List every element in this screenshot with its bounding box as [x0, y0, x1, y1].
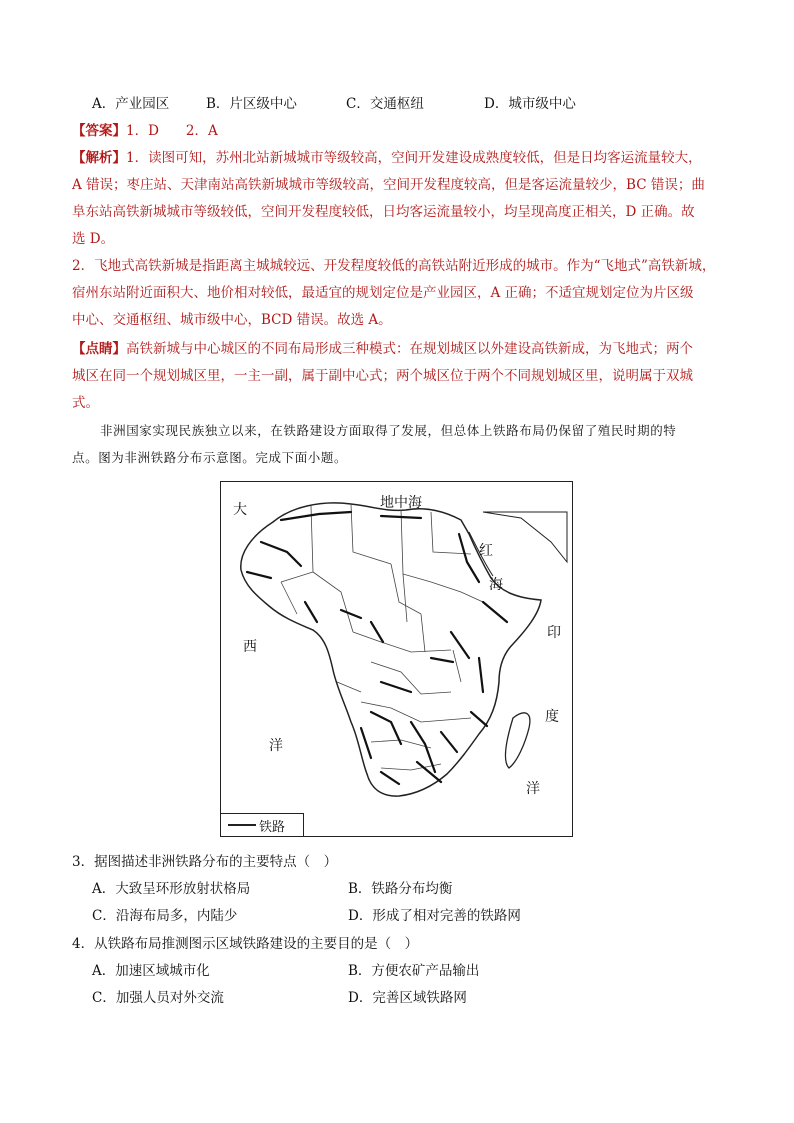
- q4-option-c: C．加强人员对外交流: [92, 990, 224, 1006]
- q2-option-a: A．产业园区: [92, 96, 170, 112]
- q4-option-a: A．加速区域城市化: [92, 963, 210, 979]
- analysis-line-3: 阜东站高铁新城城市等级较低，空间开发程度较低，日均客运流量较小，均呈现高度正相关，D 正确。故: [72, 204, 695, 220]
- tip-line-3: 式。: [72, 395, 99, 411]
- map-legend: [221, 813, 304, 836]
- madagascar: [506, 713, 530, 768]
- intro-line-1: 非洲国家实现民族独立以来，在铁路建设方面取得了发展，但总体上铁路布局仍保留了殖民时期的特: [100, 423, 677, 438]
- analysis-line-1: 【解析】1．读图可知，苏州北站新城城市等级较高，空间开发建设成熟度较低，但是日均客运流量较大，: [72, 150, 702, 166]
- q4-option-d: D．完善区域铁路网: [348, 990, 467, 1006]
- tip-line-2: 城区在同一个规划城区里，一主一副，属于副中心式；两个城区位于两个不同规划城区里，说明属于双城: [72, 368, 693, 384]
- q3-stem: 3．据图描述非洲铁路分布的主要特点（ ）: [72, 854, 338, 870]
- legend-label: 铁路: [259, 820, 286, 835]
- label-yang-east: 洋: [526, 781, 540, 797]
- q3-option-b: B．铁路分布均衡: [348, 881, 453, 897]
- label-xi: 西: [243, 639, 257, 655]
- answer-text: 1．D 2．A: [126, 123, 218, 139]
- answer-tag: 【答案】: [72, 123, 126, 139]
- q2-option-d: D．城市级中心: [484, 96, 576, 112]
- label-mediterranean: 地中海: [380, 495, 422, 511]
- analysis-line-2: A 错误；枣庄站、天津南站高铁新城城市等级较高，空间开发程度较高，但是客运流量较少，BC 错误；曲: [72, 177, 705, 193]
- analysis-line-7: 中心、交通枢纽、城市级中心，BCD 错误。故选 A。: [72, 312, 392, 328]
- label-yin: 印: [547, 625, 561, 641]
- analysis-line-4: 选 D。: [72, 231, 115, 247]
- label-du: 度: [545, 709, 559, 725]
- label-yang-west: 洋: [269, 738, 283, 754]
- q3-option-a: A．大致呈环形放射状格局: [92, 881, 251, 897]
- africa-continent: [241, 503, 541, 796]
- analysis-tag: 【解析】: [72, 150, 126, 166]
- label-da: 大: [233, 502, 247, 518]
- africa-outline-svg: [221, 482, 571, 835]
- answer-line: [72, 121, 218, 141]
- intro-line-2: 点。图为非洲铁路分布示意图。完成下面小题。: [72, 450, 348, 465]
- q2-option-b: B．片区级中心: [206, 96, 297, 112]
- tip-tag: 【点睛】: [72, 341, 126, 357]
- railway-legend-symbol: [228, 824, 256, 826]
- label-hai: 海: [489, 577, 503, 593]
- analysis-line-5: 2．飞地式高铁新城是指距离主城城较远、开发程度较低的高铁站附近形成的城市。作为“飞地式”高铁新城，: [72, 258, 716, 274]
- tip-line-1: 【点睛】高铁新城与中心城区的不同布局形成三种模式：在规划城区以外建设高铁新成，为飞地式；两个: [72, 341, 693, 357]
- q2-option-c: C．交通枢纽: [346, 96, 424, 112]
- analysis-line-6: 宿州东站附近面积大、地价相对较低，最适宜的规划定位是产业园区，A 正确；不适宜规划定位为片区级: [72, 285, 694, 301]
- africa-railway-map: [220, 481, 573, 837]
- q4-option-b: B．方便农矿产品输出: [348, 963, 480, 979]
- q3-option-d: D．形成了相对完善的铁路网: [348, 908, 521, 924]
- arabia-edge: [483, 512, 567, 562]
- label-hong: 红: [479, 543, 493, 559]
- q3-option-c: C．沿海布局多，内陆少: [92, 908, 238, 924]
- q4-stem: 4．从铁路布局推测图示区域铁路建设的主要目的是（ ）: [72, 936, 419, 952]
